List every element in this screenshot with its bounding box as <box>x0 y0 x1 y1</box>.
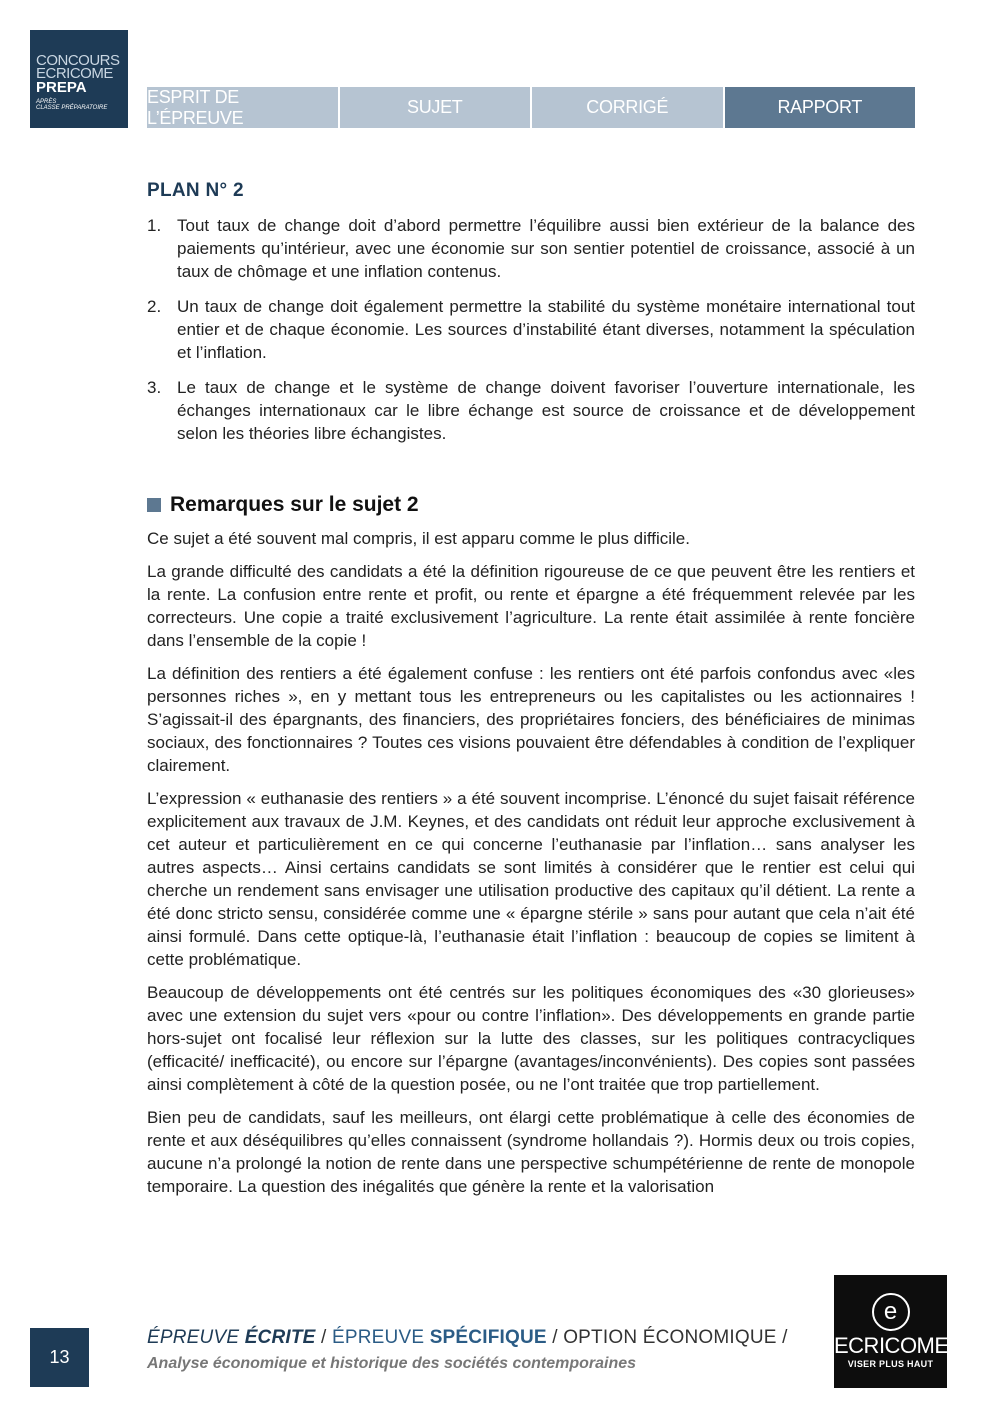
plan-item-text: Tout taux de change doit d’abord permettre l’équilibre aussi bien extérieur de la balance des paiements qu’intérieur, avec une économie sur son sentier potentiel de croissance, associé à un taux de chômage et une inflation contenus. <box>177 216 915 281</box>
tab-sujet[interactable]: SUJET <box>340 87 531 128</box>
remarks-paragraph: Bien peu de candidats, sauf les meilleurs, ont élargi cette problématique à celle des économies de rente et aux déséquilibres qu’elles connaissent (syndrome hollandais ?). Hormis deux ou trois copies, aucune n’a prolongé la notion de rente dans une perspective schumpétérienne de rente de monopole temporaire. La question des inégalités que génère la rente et la valorisation <box>147 1108 915 1196</box>
footer-specifique-bold: SPÉCIFIQUE <box>429 1327 547 1348</box>
square-bullet-icon <box>147 498 161 512</box>
remarks-paragraph: Ce sujet a été souvent mal compris, il est apparu comme le plus difficile. <box>147 529 690 548</box>
plan-item-number: 1. <box>147 216 162 235</box>
remarks-paragraph: La définition des rentiers a été également confuse : les rentiers ont été parfois confondus avec «les personnes riches », en y mettant tous les entrepreneurs ou les capitalistes ou les actionnaires ! S’agissait-il des épargnants, des financiers, des propriétaires fonciers, des bénéficiaires de minimas sociaux, des fonctionnaires ? Toutes ces visions pouvaient être défendables à condition de l’expliquer clairement. <box>147 664 915 775</box>
remarks-paragraph: Beaucoup de développements ont été centrés sur les politiques économiques des «30 glorieuses» avec une extension du sujet vers «pour ou contre l’inflation». Des développements en grande partie hors-sujet ont focalisé leur réflexion sur la lutte des classes, sur les politiques contracycliques (efficacité/ inefficacité), ou encore sur l’épargne (avantages/inconvénients). Des copies sont passées ainsi complètement à côté de la question posée, ou ne l’ont traitée que trop partiellement. <box>147 983 915 1094</box>
footer-epreuve-prefix: ÉPREUVE <box>147 1327 245 1348</box>
plan-item-number: 3. <box>147 378 162 397</box>
plan-item-number: 2. <box>147 297 162 316</box>
section-tabs <box>147 87 915 128</box>
remarks-heading <box>147 493 915 517</box>
footer-caption <box>147 1327 788 1373</box>
brand-name: ECRICOME <box>834 1333 949 1358</box>
footer-epreuve-bold: ÉCRITE <box>244 1327 316 1348</box>
ecricome-brand-logo <box>834 1275 947 1388</box>
tab-corrige[interactable]: CORRIGÉ <box>532 87 723 128</box>
logo-line-classe: CLASSE PRÉPARATOIRE <box>36 105 108 111</box>
plan-list <box>147 214 915 445</box>
main-content <box>147 180 915 1208</box>
plan-item <box>147 295 915 364</box>
footer-specifique-prefix: ÉPREUVE <box>332 1327 430 1348</box>
footer-separator: / <box>546 1327 564 1348</box>
remarks-title: Remarques sur le sujet 2 <box>170 493 419 516</box>
footer-subtitle: Analyse économique et historique des sociétés contemporaines <box>147 1355 637 1372</box>
plan-item-text: Le taux de change et le système de change doivent favoriser l’ouverture internationale, les échanges internationaux car le libre échange est source de croissance et de développement selon les théories libre échangistes. <box>177 378 915 443</box>
logo-line-apres: APRÈS <box>36 99 57 105</box>
brand-tagline: VISER PLUS HAUT <box>847 1359 934 1369</box>
footer-epreuve-specifique <box>332 1327 547 1348</box>
page-number: 13 <box>30 1328 89 1387</box>
footer-exam-line <box>147 1327 788 1349</box>
tab-esprit-epreuve[interactable]: ESPRIT DE L’ÉPREUVE <box>147 87 338 128</box>
remarks-paragraph: La grande difficulté des candidats a été la définition rigoureuse de ce que peuvent être les rentiers et la rente. La confusion entre rente et profit, ou rente et épargne a été fréquemment relevée par les correcteurs. Une copie a traité exclusivement l’agriculture. La rente était assimilée à rente foncière dans l’ensemble de la copie ! <box>147 562 915 650</box>
tab-rapport[interactable]: RAPPORT <box>725 87 916 128</box>
footer-epreuve-ecrite <box>147 1327 316 1348</box>
footer-option: OPTION ÉCONOMIQUE <box>563 1327 777 1348</box>
ecricome-emblem-icon: e <box>872 1293 910 1331</box>
plan-item-text: Un taux de change doit également permettre la stabilité du système monétaire international tout entier et de chaque économie. Les sources d’instabilité étant diverses, notamment la spéculation et l’inflation. <box>177 297 915 362</box>
logo-line-prepa: PREPA <box>36 79 87 96</box>
footer-separator: / <box>315 1327 332 1348</box>
logo-line-ecricome: ECRICOME <box>36 65 113 82</box>
plan-item <box>147 376 915 445</box>
plan-title: PLAN N° 2 <box>147 180 244 201</box>
remarks-paragraph: L’expression « euthanasie des rentiers » a été souvent incomprise. L’énoncé du sujet faisait référence explicitement aux travaux de J.M. Keynes, et des candidats ont réduit leur approche exclusivement à cet auteur et particulièrement en ce qui concerne l’euthanasie par l’inflation… sans analyser les autres aspects… Ainsi certains candidats se sont limités à considérer que le rentier est celui qui cherche un rendement sans envisager une utilisation productive des capitaux qu’il détient. La rente a été donc stricto sensu, considérée comme une « épargne stérile » sans pour autant que cela n’ait été ainsi formulé. Dans cette optique-là, l’euthanasie était l’inflation : beaucoup de copies se limitent à cette problématique. <box>147 789 915 969</box>
footer-separator: / <box>776 1327 788 1348</box>
plan-item <box>147 214 915 283</box>
logo-line-concours: CONCOURS <box>36 52 120 69</box>
concours-logo <box>30 30 128 128</box>
